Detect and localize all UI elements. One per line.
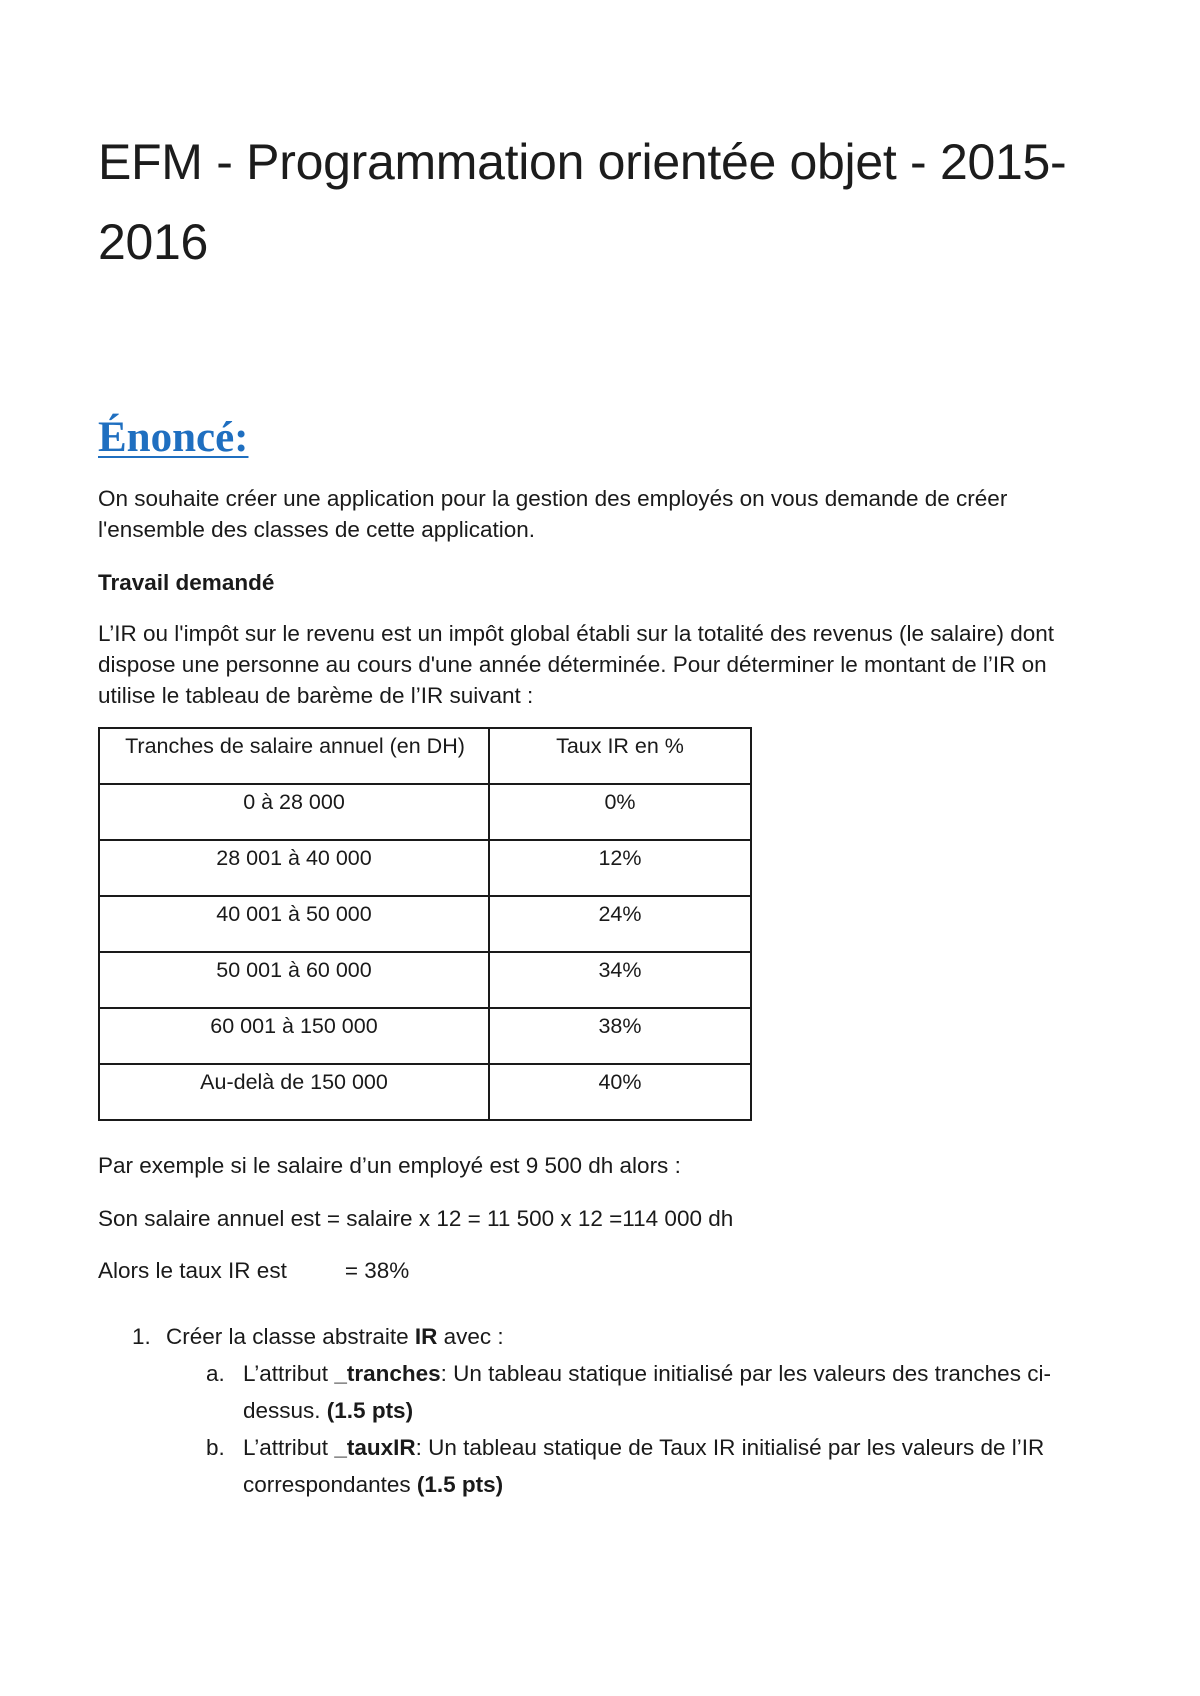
example-line-1: Par exemple si le salaire d’un employé est 9 500 dh alors : — [98, 1153, 681, 1178]
sub-list-item — [98, 1429, 1108, 1503]
list-number: 1. — [132, 1324, 151, 1349]
table-row — [99, 896, 751, 952]
table-cell-taux: 12% — [489, 840, 751, 896]
points-label: (1.5 pts) — [416, 1472, 504, 1497]
task-list — [98, 1318, 1108, 1503]
table-cell-taux: 24% — [489, 896, 751, 952]
table-cell-taux: 38% — [489, 1008, 751, 1064]
table-cell-tranche: 40 001 à 50 000 — [99, 896, 489, 952]
sub-list-item — [98, 1355, 1108, 1429]
table-cell-tranche: 28 001 à 40 000 — [99, 840, 489, 896]
attr-description: : Un tableau statique de Taux IR initialisé par les valeurs de l’IR correspondantes — [243, 1435, 1045, 1497]
example-line-3-value: = 38% — [344, 1258, 410, 1283]
section-heading: Énoncé: — [98, 414, 249, 461]
table-cell-taux: 0% — [489, 784, 751, 840]
attr-name: _tranches — [334, 1361, 441, 1386]
example-line-2: Son salaire annuel est = salaire x 12 = 11 500 x 12 =114 000 dh — [98, 1206, 734, 1231]
class-name: IR — [414, 1324, 438, 1349]
example-line-3-label: Alors le taux IR est — [98, 1258, 287, 1283]
attr-description: : Un tableau statique initialisé par les valeurs des tranches ci-dessus. — [243, 1361, 1051, 1423]
attr-name: _tauxIR — [334, 1435, 416, 1460]
attr-prefix: L’attribut — [243, 1435, 335, 1460]
table-row — [99, 952, 751, 1008]
table-header-row — [99, 728, 751, 784]
table-header-taux: Taux IR en % — [489, 728, 751, 784]
points-label: (1.5 pts) — [326, 1398, 414, 1423]
table-header-tranches: Tranches de salaire annuel (en DH) — [99, 728, 489, 784]
task-text-after: avec : — [437, 1324, 504, 1349]
sub-list-letter: b. — [206, 1435, 225, 1460]
task-text: Créer la classe abstraite — [166, 1324, 415, 1349]
attr-prefix: L’attribut — [243, 1361, 335, 1386]
sub-list-letter: a. — [206, 1361, 225, 1386]
work-label: Travail demandé — [98, 570, 275, 595]
ir-paragraph: L’IR ou l'impôt sur le revenu est un impôt global établi sur la totalité des revenus (le salaire) dont dispose une personne au cours d'une année déterminée. Pour déterminer le montant de l’IR on utilise le tableau de barème de l’IR suivant : — [98, 621, 1055, 708]
ir-rate-table — [98, 727, 752, 1121]
table-cell-taux: 40% — [489, 1064, 751, 1120]
table-cell-taux: 34% — [489, 952, 751, 1008]
table-row — [99, 840, 751, 896]
table-row — [99, 784, 751, 840]
page-title: EFM - Programmation orientée objet - 2015-2016 — [98, 134, 1067, 270]
intro-paragraph: On souhaite créer une application pour la gestion des employés on vous demande de créer l'ensemble des classes de cette application. — [98, 486, 1008, 542]
table-cell-tranche: 60 001 à 150 000 — [99, 1008, 489, 1064]
table-row — [99, 1008, 751, 1064]
table-row — [99, 1064, 751, 1120]
example-line-3 — [98, 1255, 409, 1286]
list-item — [98, 1318, 1108, 1355]
table-cell-tranche: 0 à 28 000 — [99, 784, 489, 840]
table-cell-tranche: 50 001 à 60 000 — [99, 952, 489, 1008]
table-cell-tranche: Au-delà de 150 000 — [99, 1064, 489, 1120]
